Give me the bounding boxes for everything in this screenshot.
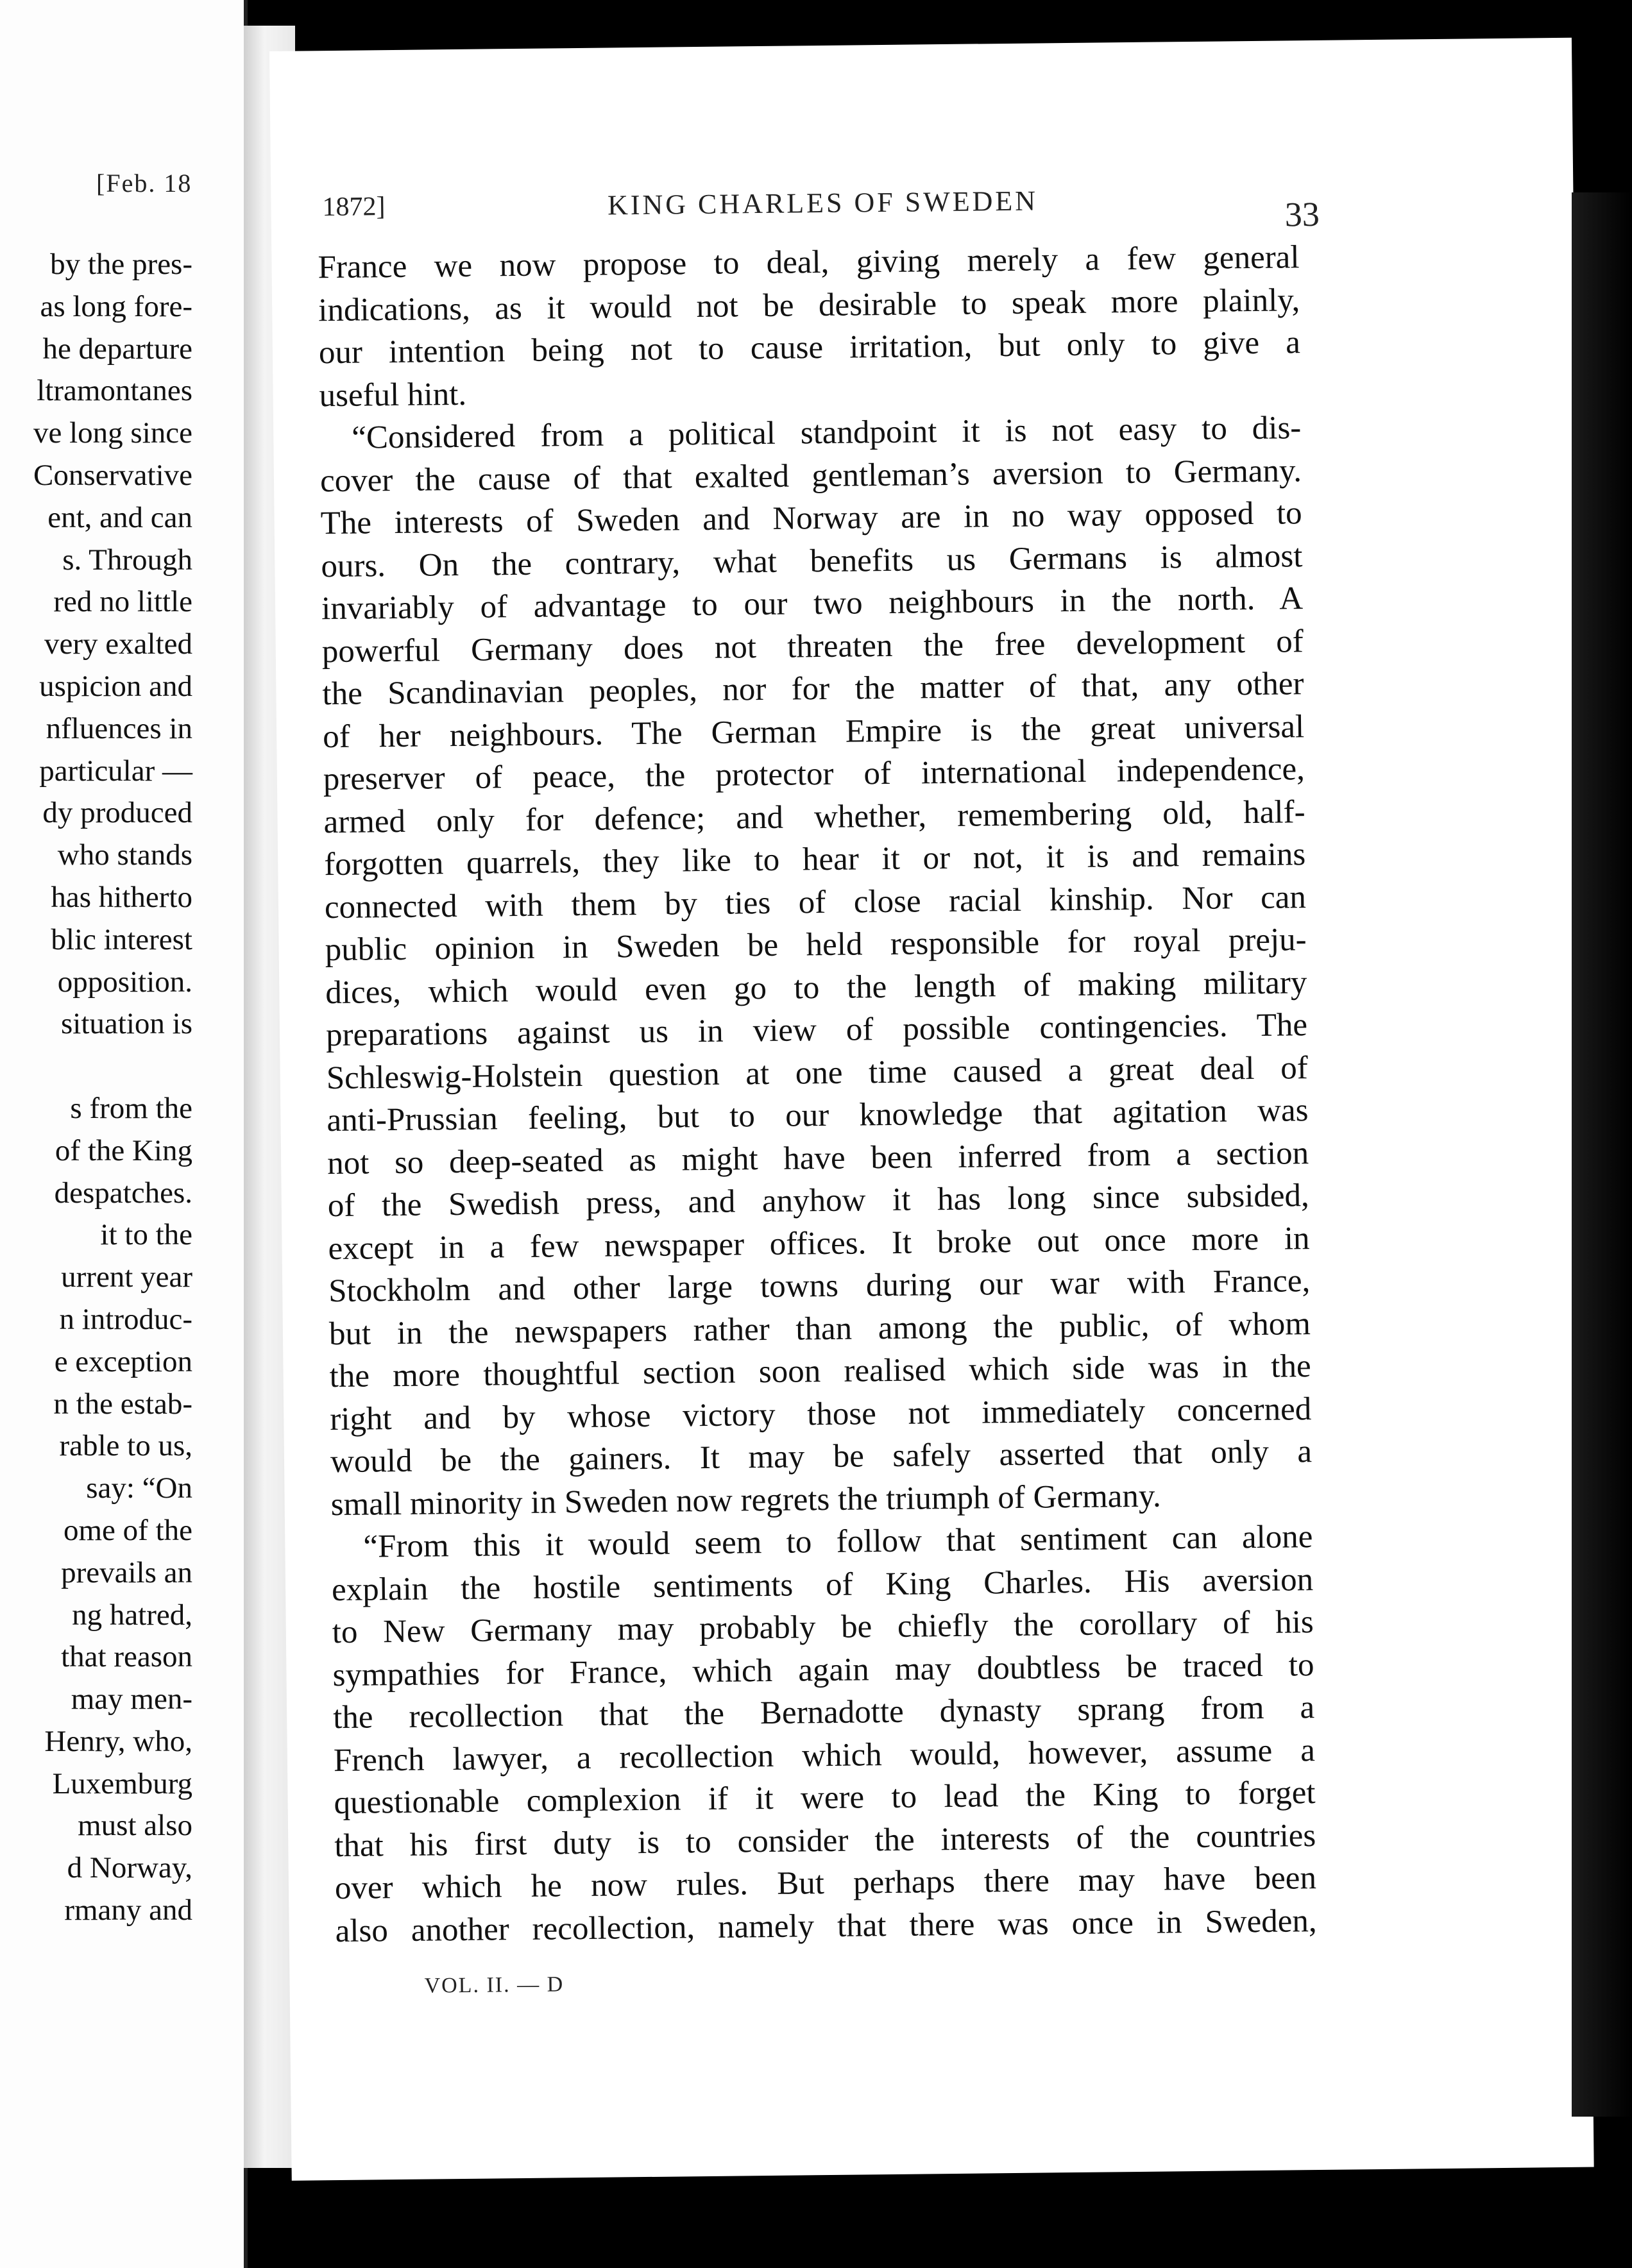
left-text-line: prevails an <box>61 1555 192 1589</box>
left-text-line: that reason <box>61 1640 192 1674</box>
left-text-line: it to the <box>100 1218 192 1252</box>
text-line: of the Swedish press, and anyhow it has long since subsided, <box>327 1178 1310 1224</box>
left-text-line: must also <box>78 1809 192 1843</box>
text-line: over which he now rules. But perhaps there may have been <box>334 1860 1317 1907</box>
text-line: preparations against us in view of possible contingencies. The <box>325 1007 1308 1054</box>
left-text-line: particular — <box>39 754 192 788</box>
text-line: The interests of Sweden and Norway are in no way opposed to <box>320 495 1302 542</box>
text-line: “From this it would seem to follow that sentiment can alone <box>363 1519 1313 1565</box>
header-year: 1872] <box>322 192 386 223</box>
left-text-line: by the pres- <box>50 248 192 281</box>
text-line: ours. On the contrary, what benefits us Germans is almost <box>321 537 1303 584</box>
text-line: that his first duty is to consider the interests of the countries <box>334 1817 1316 1864</box>
left-page-header: [Feb. 18 <box>96 169 192 198</box>
left-text-line: blic interest <box>51 922 192 956</box>
left-text-line: say: “On <box>86 1471 192 1505</box>
left-text-line: dy produced <box>42 796 192 830</box>
left-text-line: red no little <box>53 585 192 619</box>
left-text-line: who stands <box>57 838 192 872</box>
left-page <box>0 0 248 2268</box>
text-line: explain the hostile sentiments of King Charles. His aversion <box>331 1561 1314 1608</box>
left-text-line: s. Through <box>62 543 192 577</box>
left-text-line: of the King <box>55 1133 192 1167</box>
text-line: of her neighbours. The German Empire is the great universal <box>322 708 1305 755</box>
left-text-line: he departure <box>42 332 192 366</box>
left-text-line: s from the <box>70 1091 192 1125</box>
left-text-line: as long fore- <box>40 289 192 323</box>
left-text-line: opposition. <box>57 965 192 999</box>
left-text-line: ome of the <box>64 1513 192 1547</box>
left-text-line: despatches. <box>54 1176 192 1210</box>
right-page <box>269 38 1594 2181</box>
text-line: armed only for defence; and whether, remembering old, half- <box>323 793 1305 840</box>
text-line: powerful Germany does not threaten the free development of <box>321 623 1304 670</box>
text-line: sympathies for France, which again may doubtless be traced to <box>332 1646 1314 1693</box>
text-line: useful hint. <box>319 376 467 414</box>
text-line: not so deep-seated as might have been inferred from a section <box>327 1135 1309 1181</box>
left-text-line: Conservative <box>33 458 192 492</box>
left-text-line: nfluences in <box>46 711 192 745</box>
text-line: also another recollection, namely that there was once in Sweden, <box>335 1902 1317 1949</box>
left-text-line: ltramontanes <box>37 374 192 408</box>
text-line: public opinion in Sweden be held responsible for royal preju- <box>325 922 1307 969</box>
text-line: our intention being not to cause irritation, but only to give a <box>318 325 1301 371</box>
text-line: “Considered from a political standpoint it is not easy to dis- <box>352 410 1302 456</box>
left-text-line: has hitherto <box>51 880 192 914</box>
left-text-line: ve long since <box>33 416 192 450</box>
text-line: questionable complexion if it were to lead the King to forget <box>334 1775 1316 1822</box>
text-line: the Scandinavian peoples, nor for the matter of that, any other <box>322 666 1304 713</box>
text-line: indications, as it would not be desirable to speak more plainly, <box>318 282 1300 328</box>
text-line: anti-Prussian feeling, but to our knowledge that agitation was <box>327 1092 1309 1139</box>
left-text-line: Henry, who, <box>44 1724 192 1758</box>
left-text-line: n the estab- <box>53 1387 192 1421</box>
left-text-line: rable to us, <box>59 1429 192 1463</box>
text-line: except in a few newspaper offices. It broke out once more in <box>328 1220 1310 1267</box>
page-number: 33 <box>1284 194 1320 234</box>
left-text-line: rmany and <box>64 1893 192 1927</box>
text-line: preserver of peace, the protector of international independence, <box>323 751 1305 798</box>
text-line: France we now propose to deal, giving merely a few general <box>318 239 1300 286</box>
text-line: would be the gainers. It may be safely asserted that only a <box>330 1434 1313 1480</box>
left-text-line: d Norway, <box>67 1851 192 1885</box>
left-text-line: may men- <box>71 1682 192 1716</box>
left-text-line: very exalted <box>44 627 192 661</box>
header-title: KING CHARLES OF SWEDEN <box>607 185 1039 221</box>
text-line: cover the cause of that exalted gentleman’s aversion to Germany. <box>319 452 1302 499</box>
left-text-line: urrent year <box>61 1260 192 1294</box>
text-line: forgotten quarrels, they like to hear it or not, it is and remains <box>323 836 1306 883</box>
text-line: small minority in Sweden now regrets the triumph of Germany. <box>330 1478 1162 1523</box>
text-line: Stockholm and other large towns during our war with France, <box>328 1263 1311 1310</box>
left-text-line <box>0 1045 192 1088</box>
left-text-line: n introduc- <box>59 1302 192 1336</box>
page-edge <box>1572 192 1632 2117</box>
text-line: right and by whose victory those not immediately concerned <box>330 1391 1312 1437</box>
left-text-line: uspicion and <box>39 669 192 703</box>
running-header <box>322 182 1323 234</box>
text-line: but in the newspapers rather than among the public, of whom <box>328 1305 1311 1352</box>
text-line: connected with them by ties of close racial kinship. Nor can <box>324 879 1307 926</box>
left-text-line: situation is <box>61 1007 192 1041</box>
text-line: the recollection that the Bernadotte dynasty sprang from a <box>332 1689 1315 1736</box>
body-text <box>318 236 1317 1952</box>
text-line: French lawyer, a recollection which would, however, assume a <box>333 1732 1316 1779</box>
left-text-line: e exception <box>54 1344 192 1378</box>
text-line: dices, which would even go to the length of making military <box>325 964 1307 1011</box>
left-text-line: Luxemburg <box>52 1766 192 1800</box>
left-text-line: ent, and can <box>47 500 192 534</box>
text-line: to New Germany may probably be chiefly the corollary of his <box>332 1604 1314 1651</box>
left-page-text <box>0 244 192 1932</box>
text-line: Schleswig-Holstein question at one time caused a great deal of <box>326 1049 1308 1096</box>
text-line: the more thoughtful section soon realised which side was in the <box>329 1348 1311 1395</box>
left-text-line: ng hatred, <box>72 1598 192 1632</box>
signature-mark: VOL. II. — D <box>424 1972 565 1998</box>
text-line: invariably of advantage to our two neighbours in the north. A <box>321 580 1304 627</box>
